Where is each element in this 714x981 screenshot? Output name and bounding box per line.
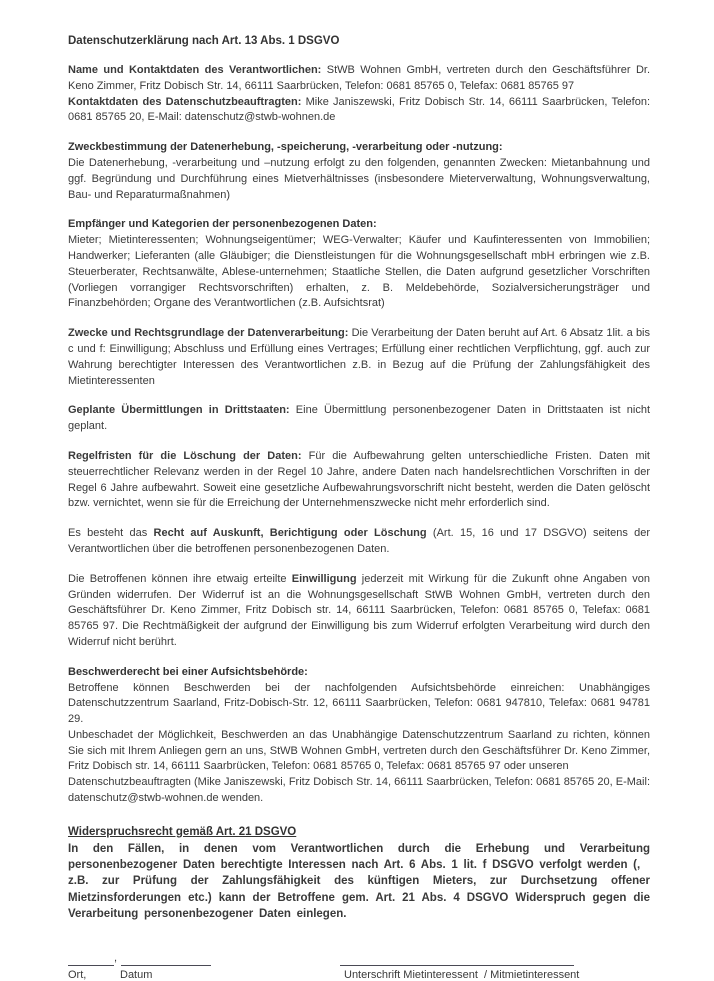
third-country-text: Eine Übermittlung personenbezogener Daten in Drittstaaten ist nicht geplant. bbox=[68, 404, 650, 433]
responsible-label: Name und Kontaktdaten des Verantwortlichen: bbox=[68, 64, 322, 76]
consent-withdrawal-paragraph bbox=[68, 572, 650, 651]
access-rights-post: (Art. 15, 16 und 17 DSGVO) seitens der Verantwortlichen über die betroffenen personenbezogenen Daten. bbox=[68, 527, 651, 555]
objection-section bbox=[68, 825, 650, 922]
place-date-labels bbox=[68, 969, 340, 981]
access-rights-paragraph bbox=[68, 526, 650, 558]
place-label: Ort, bbox=[68, 969, 87, 981]
consent-pre: Die Betroffenen können ihre etwaig erteilte bbox=[68, 572, 292, 585]
purpose-body: Die Datenerhebung, -verarbeitung und –nutzung erfolgt zu den folgenden, genannten Zwecken: Mietanbahnung und ggf. Begründung und Durchführung eines Mietverhältnisses (insbesondere Mieterverwaltung, Wohnungsverwaltung, Bau- und Reparaturmaßnahmen) bbox=[68, 156, 650, 201]
complaint-heading: Beschwerderecht bei einer Aufsichtsbehörde: bbox=[68, 665, 308, 678]
third-country-label: Geplante Übermittlungen in Drittstaaten: bbox=[68, 404, 290, 417]
objection-line-1: In den Fällen, in denen vom Verantwortlichen durch die Erhebung und Verarbeitung personenbezogener Daten berechtigte Interessen nach Art. 6 Abs. 1 lit. f DSGVO verfolgt werden (, bbox=[68, 842, 650, 871]
access-rights-section bbox=[68, 526, 650, 558]
dpo-paragraph bbox=[68, 95, 650, 127]
signature-row bbox=[68, 948, 650, 981]
legal-basis-section bbox=[68, 326, 650, 389]
legal-basis-label: Zwecke und Rechtsgrundlage der Datenverarbeitung: bbox=[68, 327, 349, 340]
access-rights-bold: Recht auf Auskunft, Berichtigung oder Löschung bbox=[153, 527, 427, 540]
complaint-para-3: Datenschutzbeauftragten (Mike Janiszewski, Fritz Dobisch Str. 14, 66111 Saarbrücken, Telefon: 0681 85765 20, E-Mail: datenschutz@stwb-wohnen.de wenden. bbox=[68, 776, 650, 805]
purpose-section bbox=[68, 140, 650, 203]
signature-blank-line-wrap bbox=[340, 948, 579, 966]
place-date-comma: , bbox=[114, 952, 118, 965]
complaint-para-2: Unbeschadet der Möglichkeit, Beschwerden an das Unabhängige Datenschutzzentrum Saarland zu richten, können Sie sich mit Ihrem Anliegen gern an uns, StWB Wohnen GmbH, vertreten durch den Geschäftsführer Dr. Keno Zimmer, Fritz Dobisch str. 14, 66111 Saarbrücken, Telefon: 0681 85765 0, Telefax: 0681 85765 97 oder unseren bbox=[68, 728, 650, 773]
date-label: Datum bbox=[120, 969, 153, 981]
purpose-heading: Zweckbestimmung der Datenerhebung, -speicherung, -verarbeitung oder -nutzung: bbox=[68, 141, 503, 154]
signature-block bbox=[340, 948, 579, 981]
responsible-paragraph bbox=[68, 63, 650, 95]
legal-basis-text: Die Verarbeitung der Daten beruht auf Art. 6 Absatz 1lit. a bis c und f: Einwilligung; Abschluss und Erfüllung eines Vertrages; Erfüllung einer rechtlichen Verpflichtung, ggf. auch zur Wahrung berechtigter Interessen des Verantwortlichen z.B. in Bezug auf die Prüfung der Zahlungsfähigkeit des Mietinteressenten bbox=[68, 327, 650, 387]
page-title: Datenschutzerklärung nach Art. 13 Abs. 1 DSGVO bbox=[68, 35, 340, 47]
signature-blank-line bbox=[340, 955, 574, 966]
recipients-body: Mieter; Mietinteressenten; Wohnungseigentümer; WEG-Verwalter; Käufer und Kaufinteressenten von Immobilien; Handwerker; Lieferanten (alle Gläubiger; die Dienstleistungen für die Wohnungsgesellschaft mbH erbringen wie z.B. Steuerberater, Rechtsanwälte, Ablese-unternehmen; Staatliche Stellen, die Daten aufgrund gesetzlicher Vorschriften (Vorliegen vorrangiger Rechtsvorschriften) erhalten, z. B. Meldebehörde, Sozialversicherungsträger und Finanzbehörden; Organe des Verantwortlichen (z.B. Aufsichtsrat) bbox=[68, 234, 650, 310]
responsible-text: StWB Wohnen GmbH, vertreten durch den Geschäftsführer Dr. Keno Zimmer, Fritz Dobisch Str. 14, 66111 Saarbrücken, Telefon: 0681 85765 0, Telefax: 0681 85765 97 bbox=[68, 64, 650, 92]
third-country-section bbox=[68, 403, 650, 435]
deletion-periods-label: Regelfristen für die Löschung der Daten: bbox=[68, 449, 302, 462]
legal-basis-paragraph bbox=[68, 326, 650, 389]
consent-post: jederzeit mit Wirkung für die Zukunft ohne Angaben von Gründen widerrufen. Der Widerruf ist an die Wohnungsgesellschaft StWB Wohnen GmbH, vertreten durch den Geschäftsführer Dr. Keno Zimmer, Fritz Dobisch str. 14, 66111 Saarbrücken, Telefon: 0681 85765 0, Telefax: 0681 85765 97. Die Rechtmäßigkeit der aufgrund der Einwilligung bis zum Widerruf erfolgten Verarbeitung wird durch den Widerruf nicht berührt. bbox=[68, 572, 651, 648]
place-date-lines bbox=[68, 948, 340, 966]
place-date-block bbox=[68, 948, 340, 981]
dpo-text: Mike Janiszewski, Fritz Dobisch Str. 14, 66111 Saarbrücken, Telefon: 0681 85765 20, E-Mail: datenschutz@stwb-wohnen.de bbox=[68, 95, 650, 124]
place-blank-line bbox=[68, 955, 114, 966]
access-rights-pre: Es besteht das bbox=[68, 527, 154, 540]
consent-withdrawal-section bbox=[68, 572, 650, 651]
date-blank-line bbox=[121, 955, 211, 966]
deletion-periods-section bbox=[68, 449, 650, 512]
signature-label: Unterschrift Mietinteressent / Mitmietinteressent bbox=[344, 969, 580, 981]
complaint-section bbox=[68, 665, 650, 807]
third-country-paragraph bbox=[68, 403, 650, 435]
consent-bold: Einwilligung bbox=[291, 572, 357, 585]
complaint-para-1: Betroffene können Beschwerden bei der nachfolgenden Aufsichtsbehörde einreichen: Unabhängiges Datenschutzzentrum Saarland, Fritz-Dobisch-Str. 12, 66111 Saarbrücken, Telefon: 0681 947810, Telefax: 0681 94781 29. bbox=[68, 681, 650, 726]
objection-heading: Widerspruchsrecht gemäß Art. 21 DSGVO bbox=[68, 825, 297, 838]
objection-paragraph bbox=[68, 841, 650, 922]
deletion-periods-text: Für die Aufbewahrung gelten unterschiedliche Fristen. Daten mit steuerrechtlicher Relevanz werden in der Regel 10 Jahre, andere Daten nach handelsrechtlichen Vorschriften in der Regel 6 Jahre aufbewahrt. Soweit eine gesetzliche Aufbewahrungsvorschrift nicht besteht, werden die Daten gelöscht bzw. vernichtet, wenn sie für die Erreichung der Unternehmenszwecke nicht mehr erforderlich sind. bbox=[68, 449, 650, 510]
dpo-label: Kontaktdaten des Datenschutzbeauftragten: bbox=[68, 95, 302, 108]
contact-block bbox=[68, 63, 650, 126]
objection-line-2: z.B. zur Prüfung der Zahlungsfähigkeit des künftigen Mieters, zur Durchsetzung offener Mietzinsforderungen etc.) kann der Betroffene gem. Art. 21 Abs. 4 DSGVO Widerspruch gegen die Verarbeitung personenbezogener Daten einlegen. bbox=[68, 875, 650, 920]
recipients-section bbox=[68, 217, 650, 312]
recipients-heading: Empfänger und Kategorien der personenbezogenen Daten: bbox=[68, 218, 377, 231]
deletion-periods-paragraph bbox=[68, 449, 650, 512]
